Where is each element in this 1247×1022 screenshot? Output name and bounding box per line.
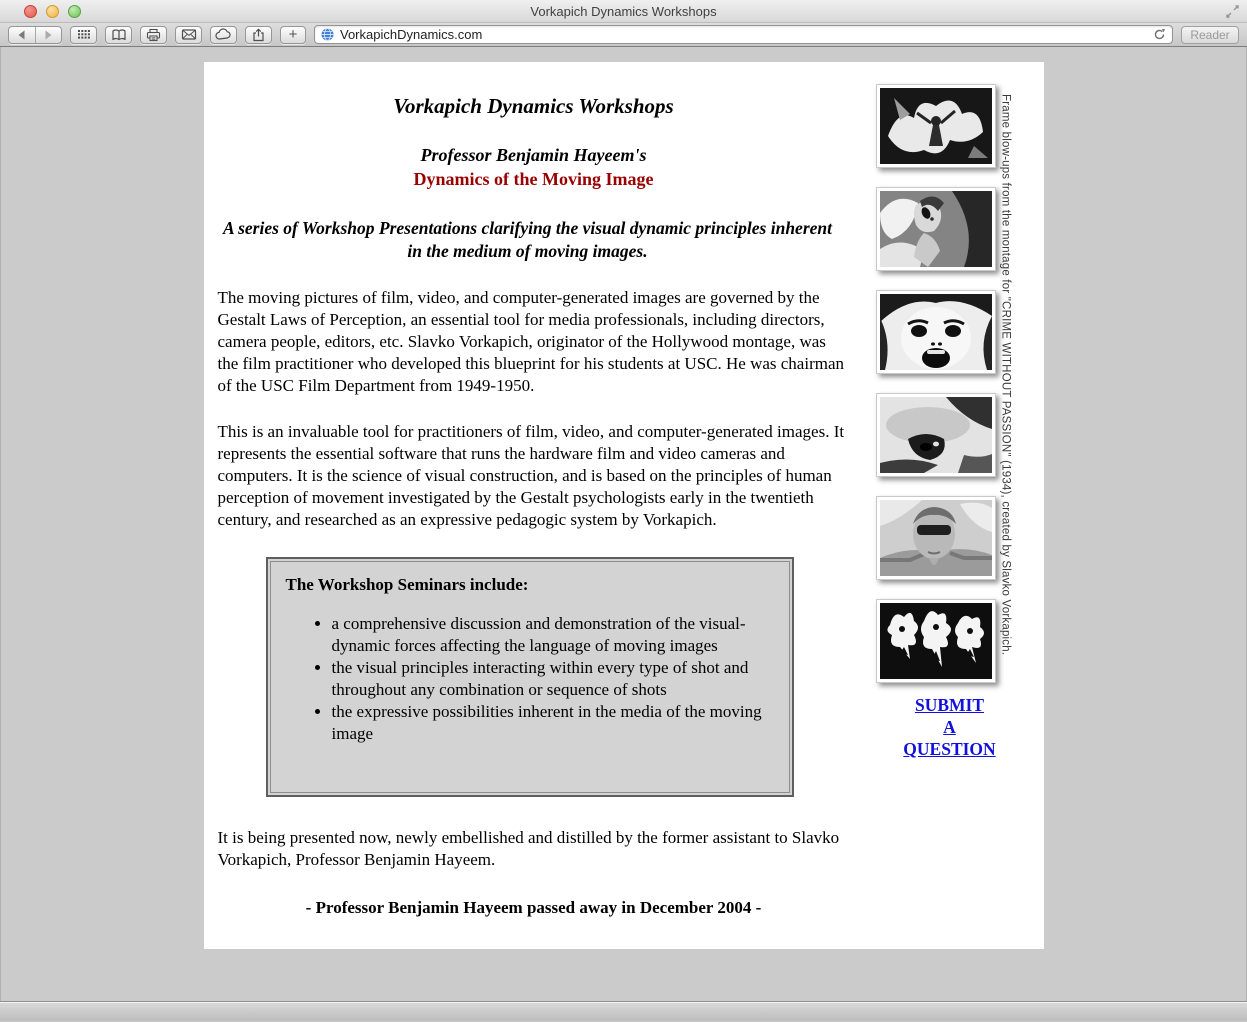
memorial-line: - Professor Benjamin Hayeem passed away in December 2004 - <box>305 898 762 917</box>
main-content <box>218 62 864 949</box>
history-nav-control <box>8 26 62 44</box>
forward-arrow-icon <box>41 28 55 42</box>
browser-viewport <box>0 47 1247 1001</box>
traffic-lights <box>24 5 81 18</box>
window-titlebar <box>0 0 1247 23</box>
envelope-icon <box>181 28 197 41</box>
film-frame-1 <box>876 84 996 168</box>
plus-icon: + <box>288 26 298 43</box>
filmstrip-caption: Frame blow-ups from the montage for "CRIME WITHOUT PASSION" (1934), created by Slavko Vorkapich. <box>999 94 1012 656</box>
share-button[interactable] <box>245 26 272 44</box>
film-strip <box>876 84 996 702</box>
intro-text: A series of Workshop Presentations clarifying the visual dynamic principles inherent in the medium of moving images. <box>223 218 832 261</box>
page-title: Vorkapich Dynamics Workshops <box>393 94 674 118</box>
montage-frame-1-image <box>880 88 992 164</box>
seminars-item: • the visual principles interacting within every type of shot and throughout any combination or sequence of shots <box>332 657 772 701</box>
bookmarks-button[interactable] <box>105 26 132 44</box>
submit-link-line: QUESTION <box>903 739 996 759</box>
page-sheet <box>204 62 1044 949</box>
film-frame-5 <box>876 496 996 580</box>
sidebar <box>864 62 1044 949</box>
montage-frame-2-image <box>880 191 992 267</box>
film-frame-2 <box>876 187 996 271</box>
forward-button[interactable] <box>35 27 61 43</box>
course-title: Dynamics of the Moving Image <box>413 169 654 189</box>
minimize-window-button[interactable] <box>46 5 59 18</box>
seminars-box <box>266 557 794 797</box>
film-frame-4 <box>876 393 996 477</box>
cloud-icon <box>215 28 232 41</box>
top-sites-button[interactable] <box>70 26 97 44</box>
zoom-window-button[interactable] <box>68 5 81 18</box>
submit-link-line: SUBMIT <box>914 695 985 715</box>
montage-frame-5-image <box>880 500 992 576</box>
seminars-box-title: The Workshop Seminars include: <box>285 575 529 594</box>
byline: Professor Benjamin Hayeem's <box>420 145 647 165</box>
paragraph-2: This is an invaluable tool for practitioners of film, video, and computer-generated images. It represents the essential software that runs the hardware film and video cameras and computers. It is the science of visual construction, and is based on the principles of human perception of movement investigated by the Gestalt psychologists early in the twentieth century, and researched as an expressive pedagogic system by Vorkapich. <box>217 422 845 529</box>
status-bar <box>0 1001 1247 1021</box>
printer-icon <box>146 28 161 42</box>
seminars-item: • the expressive possibilities inherent in the media of the moving image <box>332 701 772 745</box>
montage-frame-3-image <box>880 294 992 370</box>
print-button[interactable] <box>140 26 167 44</box>
reader-button[interactable]: Reader <box>1181 26 1239 44</box>
new-tab-button[interactable] <box>280 26 306 44</box>
back-button[interactable] <box>9 27 35 43</box>
reload-icon[interactable] <box>1153 28 1166 41</box>
browser-toolbar <box>0 23 1247 47</box>
icloud-tabs-button[interactable] <box>210 26 237 44</box>
seminars-item: • a comprehensive discussion and demonstration of the visual-dynamic forces affecting the language of moving images <box>332 613 772 657</box>
submit-link-line: A <box>943 717 956 737</box>
address-bar[interactable] <box>314 25 1173 44</box>
closing-paragraph: It is being presented now, newly embellished and distilled by the former assistant to Slavko Vorkapich, Professor Benjamin Hayeem. <box>217 828 840 869</box>
submit-question-link[interactable] <box>864 694 1036 760</box>
back-arrow-icon <box>15 28 29 42</box>
fullscreen-icon[interactable] <box>1226 5 1239 18</box>
grid-icon <box>77 28 91 42</box>
film-frame-6 <box>876 599 996 683</box>
mail-button[interactable] <box>175 26 202 44</box>
film-frame-3 <box>876 290 996 374</box>
close-window-button[interactable] <box>24 5 37 18</box>
url-text: VorkapichDynamics.com <box>340 27 483 42</box>
paragraph-1: The moving pictures of film, video, and computer-generated images are governed by the Gestalt Laws of Perception, an essential tool for media professionals, including directors, camera people, editors, etc. Slavko Vorkapich, originator of the Hollywood montage, was the film practitioner who developed this blueprint for his students at USC. He was chairman of the USC Film Department from 1949-1950. <box>217 288 845 395</box>
montage-frame-6-image <box>880 603 992 679</box>
globe-icon <box>321 28 334 41</box>
open-book-icon <box>111 28 127 42</box>
share-icon <box>251 28 266 42</box>
montage-frame-4-image <box>880 397 992 473</box>
seminars-list <box>332 613 772 745</box>
window-title: Vorkapich Dynamics Workshops <box>530 3 717 19</box>
